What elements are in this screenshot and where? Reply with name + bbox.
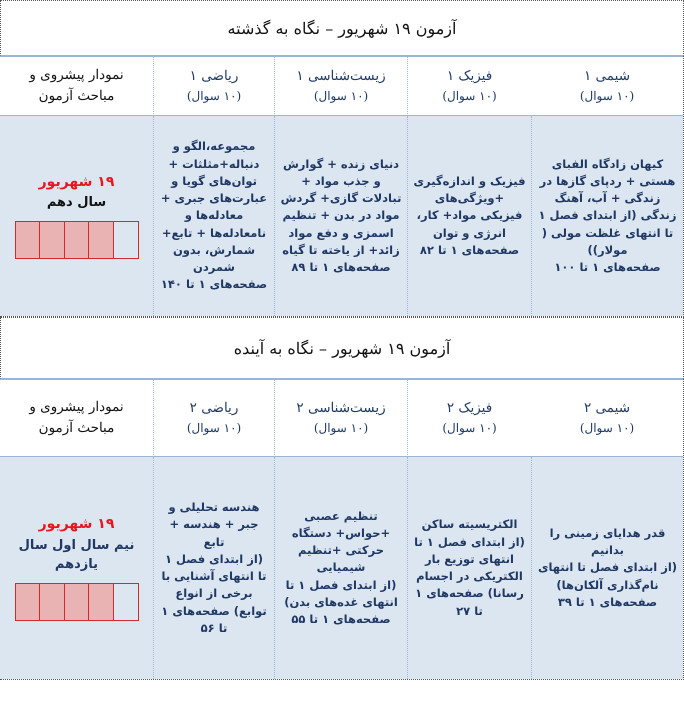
cell-math-1	[153, 116, 274, 316]
progress-segment	[88, 584, 113, 620]
header-chemistry-2-questions: (۱۰ سوال)	[579, 421, 635, 436]
progress-segment	[113, 584, 138, 620]
cell-biology-2-pages: (از ابتدای فصل ۱ تا انتهای غده‌های بدن) صفحه‌های ۱ تا ۵۵	[284, 577, 398, 627]
cell-biology-1	[274, 116, 407, 316]
progress-chart-past-date: ۱۹ شهریور	[38, 174, 115, 191]
header-physics-2-questions: (۱۰ سوال)	[442, 421, 497, 436]
cell-physics-2-topics: الکتریسیته ساکن	[421, 517, 518, 532]
header-biology-1-subject: زیست‌شناسی ۱	[296, 68, 386, 85]
progress-segment	[64, 584, 89, 620]
header-progress-chart-future-line2: مباحث آزمون	[38, 420, 115, 436]
header-physics-1	[407, 56, 531, 116]
progress-segment	[39, 222, 64, 258]
exam-table-future	[0, 379, 684, 680]
cell-biology-1-pages: صفحه‌های ۱ تا ۸۹	[291, 260, 391, 275]
cell-chemistry-2	[531, 457, 683, 679]
header-math-1-questions: (۱۰ سوال)	[186, 89, 242, 104]
cell-math-2-pages: (از ابتدای فصل ۱ تا انتهای آشنایی با برخی از انواع توابع) صفحه‌های ۱ تا ۵۶	[161, 551, 267, 635]
header-chemistry-2	[531, 379, 683, 457]
exam-table-past	[0, 56, 684, 317]
header-math-1-subject: ریاضی ۱	[189, 68, 239, 85]
header-math-2-subject: ریاضی ۲	[189, 400, 239, 417]
header-progress-chart-past-line1: نمودار پیشروی و	[29, 67, 124, 84]
cell-physics-1	[407, 116, 531, 316]
header-physics-1-questions: (۱۰ سوال)	[442, 89, 497, 104]
progress-bar-past	[15, 221, 139, 259]
cell-biology-2	[274, 457, 407, 679]
exam-title-future	[0, 317, 684, 379]
progress-chart-future-label: نیم سال اول سال یازدهم	[18, 537, 135, 573]
cell-math-1-pages: صفحه‌های ۱ تا ۱۴۰	[160, 277, 268, 292]
exam-block-past	[0, 0, 684, 317]
cell-biology-1-topics: دنیای زنده + گوارش و جذب مواد + تبادلات گازی+ گردش مواد در بدن + تنظیم اسمزی و دفع مواد زائد+ از یاخته تا گیاه	[280, 156, 402, 257]
cell-math-2	[153, 457, 274, 679]
header-biology-1-questions: (۱۰ سوال)	[313, 89, 369, 104]
cell-math-1-topics: مجموعه،الگو و دنباله+مثلثات + توان‌های گویا و عبارت‌های جبری + معادله‌ها و نامعادله‌ها + تابع+ شمارش، بدون شمردن	[160, 139, 268, 275]
cell-physics-1-pages: صفحه‌های ۱ تا ۸۲	[419, 242, 520, 257]
progress-segment	[113, 222, 138, 258]
exam-title-past-text: آزمون ۱۹ شهریور – نگاه به گذشته	[227, 18, 457, 38]
header-progress-chart-past-line2: مباحث آزمون	[38, 88, 115, 104]
header-physics-2-subject: فیزیک ۲	[446, 400, 493, 417]
exam-title-future-text: آزمون ۱۹ شهریور – نگاه به آینده	[233, 338, 451, 358]
progress-bar-future	[15, 583, 139, 621]
progress-chart-future	[0, 457, 153, 679]
progress-chart-past-label: سال دهم	[46, 195, 107, 211]
cell-physics-2	[407, 457, 531, 679]
cell-physics-2-pages: (از ابتدای فصل ۱ تا انتهای توزیع بار الکتریکی در اجسام رسانا) صفحه‌های ۱ تا ۲۷	[414, 534, 525, 618]
progress-segment	[16, 222, 40, 258]
header-math-2-questions: (۱۰ سوال)	[186, 421, 242, 436]
header-biology-2	[274, 379, 407, 457]
progress-segment	[16, 584, 40, 620]
header-progress-chart-past	[0, 56, 153, 116]
header-chemistry-1-subject: شیمی ۱	[584, 68, 630, 85]
progress-segment	[39, 584, 64, 620]
header-biology-2-subject: زیست‌شناسی ۲	[296, 400, 386, 417]
cell-physics-1-topics: فیزیک و اندازه‌گیری +ویژگی‌های فیزیکی مواد+ کار، انرژی و توان	[413, 173, 526, 240]
header-chemistry-1	[531, 56, 683, 116]
header-chemistry-1-questions: (۱۰ سوال)	[579, 89, 635, 104]
progress-segment	[64, 222, 89, 258]
cell-chemistry-2-pages: (از ابتدای فصل تا انتهای نام‌گذاری آلکان‌ها) صفحه‌های ۱ تا ۳۹	[537, 560, 678, 609]
cell-chemistry-1	[531, 116, 683, 316]
header-chemistry-2-subject: شیمی ۲	[584, 400, 630, 417]
header-math-2	[153, 379, 274, 457]
header-biology-2-questions: (۱۰ سوال)	[313, 421, 369, 436]
header-physics-1-subject: فیزیک ۱	[446, 68, 493, 85]
exam-block-future	[0, 317, 684, 680]
cell-chemistry-1-topics: کیهان زادگاه الفبای هستی + ردپای گازها در زندگی + آب، آهنگ زندگی (از ابتدای فصل ۱ تا انتهای غلظت مولی ( مولار))	[538, 156, 677, 257]
cell-math-2-topics: هندسه تحلیلی و جبر + هندسه + تابع	[168, 500, 260, 549]
progress-segment	[88, 222, 113, 258]
header-math-1	[153, 56, 274, 116]
progress-chart-past	[0, 116, 153, 316]
cell-chemistry-1-pages: صفحه‌های ۱ تا ۱۰۰	[554, 260, 661, 275]
header-biology-1	[274, 56, 407, 116]
exam-title-past	[0, 0, 684, 56]
cell-biology-2-topics: تنظیم عصبی +حواس+ دستگاه حرکتی +تنظیم شیمیایی	[291, 508, 391, 575]
header-physics-2	[407, 379, 531, 457]
header-progress-chart-future	[0, 379, 153, 457]
progress-chart-future-date: ۱۹ شهریور	[38, 516, 115, 533]
cell-chemistry-2-topics: قدر هدایای زمینی را بدانیم	[549, 525, 666, 558]
header-progress-chart-future-line1: نمودار پیشروی و	[29, 399, 124, 416]
